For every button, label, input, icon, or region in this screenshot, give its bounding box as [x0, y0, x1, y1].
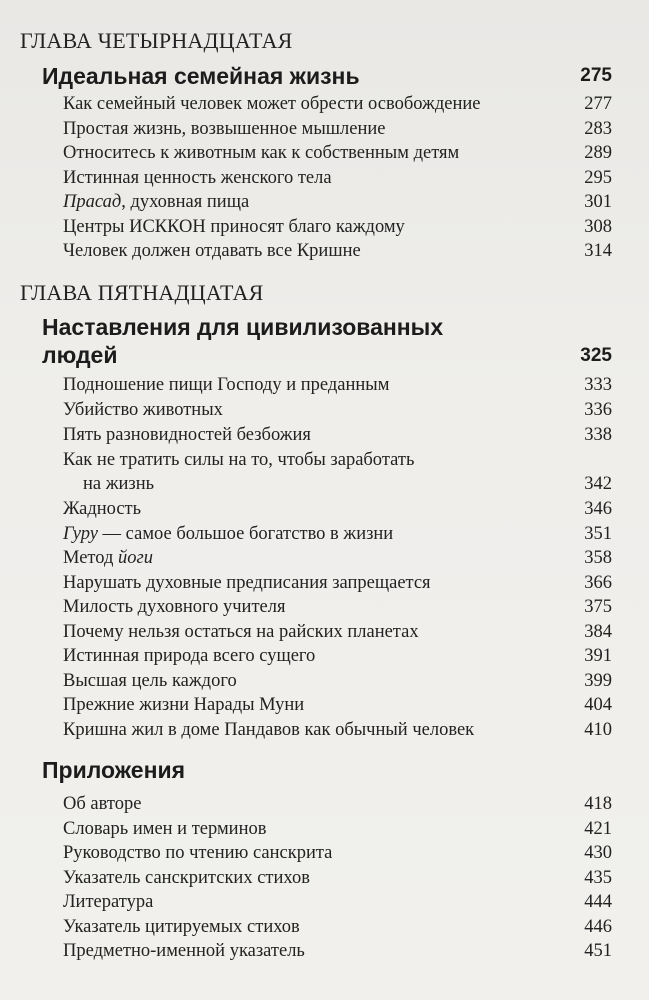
chapter-heading: ГЛАВА ПЯТНАДЦАТАЯ [20, 280, 264, 305]
toc-entry [63, 939, 612, 963]
toc-entry-page: 358 [584, 548, 612, 568]
toc-entry-page: 342 [584, 474, 612, 495]
toc-entry [63, 92, 612, 116]
toc-entry-page: 289 [584, 143, 612, 163]
toc-entry [63, 644, 612, 668]
toc-entry-title: Истинная ценность женского тела [63, 167, 332, 188]
toc-entry-title: Подношение пищи Господу и преданным [63, 375, 390, 395]
toc-entry-title: Гуру — самое большое богатство в жизни [63, 524, 394, 544]
toc-entry-title: Как не тратить силы на то, чтобы заработать [63, 450, 415, 470]
toc-entry [63, 239, 612, 263]
toc-entry-page: 375 [584, 597, 612, 617]
toc-entry [63, 915, 612, 939]
toc-entry-page: 338 [584, 425, 612, 445]
toc-entry-page: 384 [584, 621, 612, 642]
chapter-title: Наставления для цивилизованных [42, 314, 444, 340]
toc-entry [63, 595, 612, 619]
toc-entry-title: Центры ИСККОН приносят благо каждому [63, 216, 405, 237]
toc-entry-page: 283 [584, 118, 612, 139]
toc-entry [63, 497, 612, 521]
toc-entry [63, 718, 612, 742]
toc-entry-title: Милость духовного учителя [63, 597, 286, 617]
appendix-title: Приложения [42, 757, 186, 783]
toc-entry-title: Кришна жил в доме Пандавов как обычный человек [63, 719, 475, 740]
toc-entry-title: Метод йоги [63, 548, 153, 568]
toc-entry-page: 333 [584, 375, 612, 395]
toc-entry-page: 308 [584, 216, 612, 237]
chapter-page-number: 275 [580, 65, 612, 86]
chapter-page-number: 325 [580, 345, 612, 366]
toc-entry-title: Истинная природа всего сущего [63, 646, 316, 666]
toc-entry [63, 669, 612, 693]
chapter-title: Идеальная семейная жизнь [42, 63, 360, 89]
toc-entry [63, 373, 612, 397]
toc-entry [63, 398, 612, 422]
toc-entry-page: 336 [584, 400, 612, 420]
toc-entry-title-continued: на жизнь [83, 474, 155, 495]
toc-entry [63, 190, 612, 214]
toc-entry [63, 841, 612, 865]
toc-entry-title: Указатель цитируемых стихов [63, 916, 300, 937]
toc-entry-title: Почему нельзя остаться на райских планетах [63, 621, 419, 642]
toc-entry-title: Прежние жизни Нарады Муни [63, 695, 305, 715]
toc-entry-page: 366 [584, 572, 612, 593]
toc-entry [63, 546, 612, 570]
toc-entry [63, 620, 612, 644]
toc-entry-page: 418 [584, 794, 612, 814]
toc-entry-title: Прасад, духовная пища [63, 192, 250, 212]
toc-entry-page: 435 [584, 867, 612, 888]
toc-entry [63, 423, 612, 447]
toc-entry-title: Руководство по чтению санскрита [63, 843, 333, 863]
toc-entry-title: Об авторе [63, 794, 142, 814]
toc-entry-italic: йоги [118, 548, 153, 568]
toc-entry [63, 448, 612, 497]
toc-entry [63, 693, 612, 717]
toc-entry [63, 117, 612, 141]
toc-entry-title: Указатель санскритских стихов [63, 867, 310, 888]
toc-entry-page: 351 [584, 524, 612, 544]
toc-entry-page: 430 [584, 843, 612, 863]
toc-entry-title: Относитесь к животным как к собственным детям [63, 143, 460, 163]
toc-entry-title: Человек должен отдавать все Кришне [63, 241, 361, 261]
toc-entry [63, 792, 612, 816]
toc-entry-page: 410 [584, 719, 612, 740]
toc-entry-page: 301 [584, 192, 612, 212]
toc-entry-title: Нарушать духовные предписания запрещается [63, 572, 431, 593]
toc-entry [63, 817, 612, 841]
toc-entry [63, 890, 612, 914]
toc-entry [63, 866, 612, 890]
toc-entry-title: Простая жизнь, возвышенное мышление [63, 118, 386, 139]
toc-entry-title: Словарь имен и терминов [63, 818, 267, 839]
toc-entry-title: Высшая цель каждого [63, 670, 237, 691]
toc-entry-page: 404 [584, 695, 612, 715]
chapter-heading: ГЛАВА ЧЕТЫРНАДЦАТАЯ [20, 28, 293, 53]
toc-entry-title: Предметно-именной указатель [63, 941, 305, 961]
toc-entry-page: 314 [584, 241, 612, 261]
toc-entry [63, 166, 612, 190]
toc-entry-page: 391 [584, 646, 612, 666]
toc-entry-italic: Прасад [63, 192, 122, 212]
toc-entry-title: Пять разновидностей безбожия [63, 425, 311, 445]
toc-entry-page: 277 [584, 94, 612, 114]
toc-entry-italic: Гуру [63, 524, 98, 544]
toc-entry-page: 421 [584, 818, 612, 839]
toc-entry-title: Как семейный человек может обрести освобождение [63, 94, 481, 114]
toc-entry-title: Жадность [63, 499, 142, 519]
toc-entry [63, 522, 612, 546]
toc-entry-page: 446 [584, 916, 612, 937]
toc-entry-title: Убийство животных [63, 400, 223, 420]
toc-entry [63, 141, 612, 165]
chapter-title-continued: людей [42, 342, 118, 368]
toc-entry [63, 571, 612, 595]
toc-entry-page: 295 [584, 167, 612, 188]
toc-entry-page: 444 [584, 892, 612, 912]
toc-entry-page: 451 [584, 941, 612, 961]
toc-entry-title: Литература [63, 892, 154, 912]
toc-entry-page: 346 [584, 499, 612, 519]
toc-entry-page: 399 [584, 670, 612, 691]
toc-entry [63, 215, 612, 239]
